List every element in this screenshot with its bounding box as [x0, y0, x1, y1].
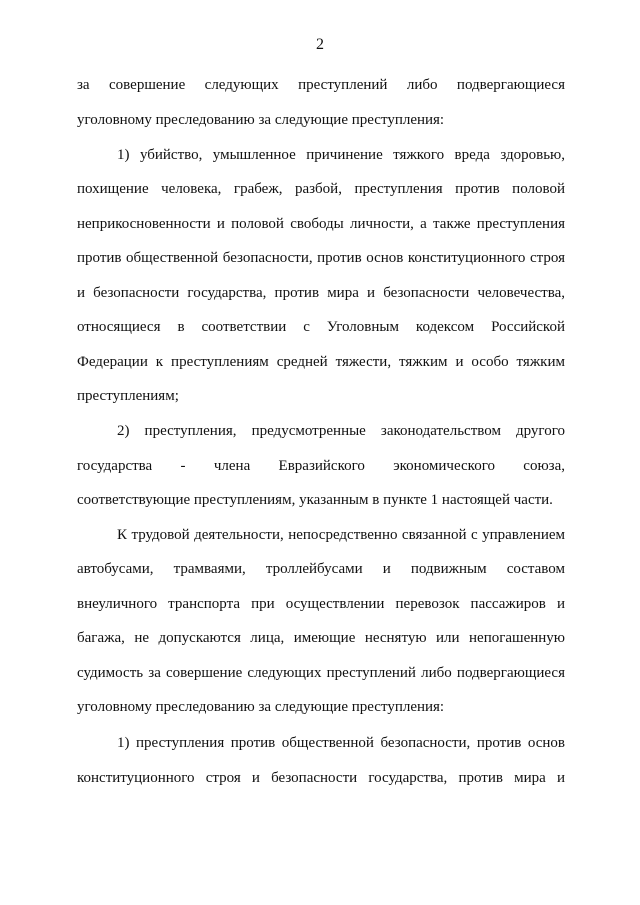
text-line: К трудовой деятельности, непосредственно связанной с управлением — [117, 527, 565, 543]
text-line: преступлениям; — [77, 388, 179, 404]
text-line: соответствующие преступлениям, указанным в пункте 1 настоящей части. — [77, 492, 553, 508]
text-line: конституционного строя и безопасности государства, против мира и — [77, 770, 565, 786]
text-line: государства - члена Евразийского экономического союза, — [77, 458, 565, 474]
text-line: багажа, не допускаются лица, имеющие неснятую или непогашенную — [77, 630, 565, 646]
text-line: уголовному преследованию за следующие преступления: — [77, 112, 445, 128]
text-line: и безопасности государства, против мира и безопасности человечества, — [77, 285, 565, 301]
text-line: уголовному преследованию за следующие преступления: — [77, 699, 445, 715]
text-line: относящиеся в соответствии с Уголовным кодексом Российской — [77, 319, 565, 335]
text-line: судимость за совершение следующих преступлений либо подвергающиеся — [77, 665, 565, 681]
text-line: автобусами, трамваями, троллейбусами и подвижным составом — [77, 561, 565, 577]
text-line: внеуличного транспорта при осуществлении перевозок пассажиров и — [77, 596, 565, 612]
text-line: 1) преступления против общественной безопасности, против основ — [117, 735, 565, 751]
text-line: 1) убийство, умышленное причинение тяжкого вреда здоровью, — [117, 147, 565, 163]
text-line: 2) преступления, предусмотренные законодательством другого — [117, 423, 565, 439]
text-line: за совершение следующих преступлений либо подвергающиеся — [77, 77, 565, 93]
page-number: 2 — [316, 36, 324, 53]
text-line: Федерации к преступлениям средней тяжести, тяжким и особо тяжким — [77, 354, 565, 370]
text-line: против общественной безопасности, против основ конституционного строя — [77, 250, 565, 266]
text-line: неприкосновенности и половой свободы личности, а также преступления — [77, 216, 565, 232]
text-line: похищение человека, грабеж, разбой, преступления против половой — [77, 181, 565, 197]
